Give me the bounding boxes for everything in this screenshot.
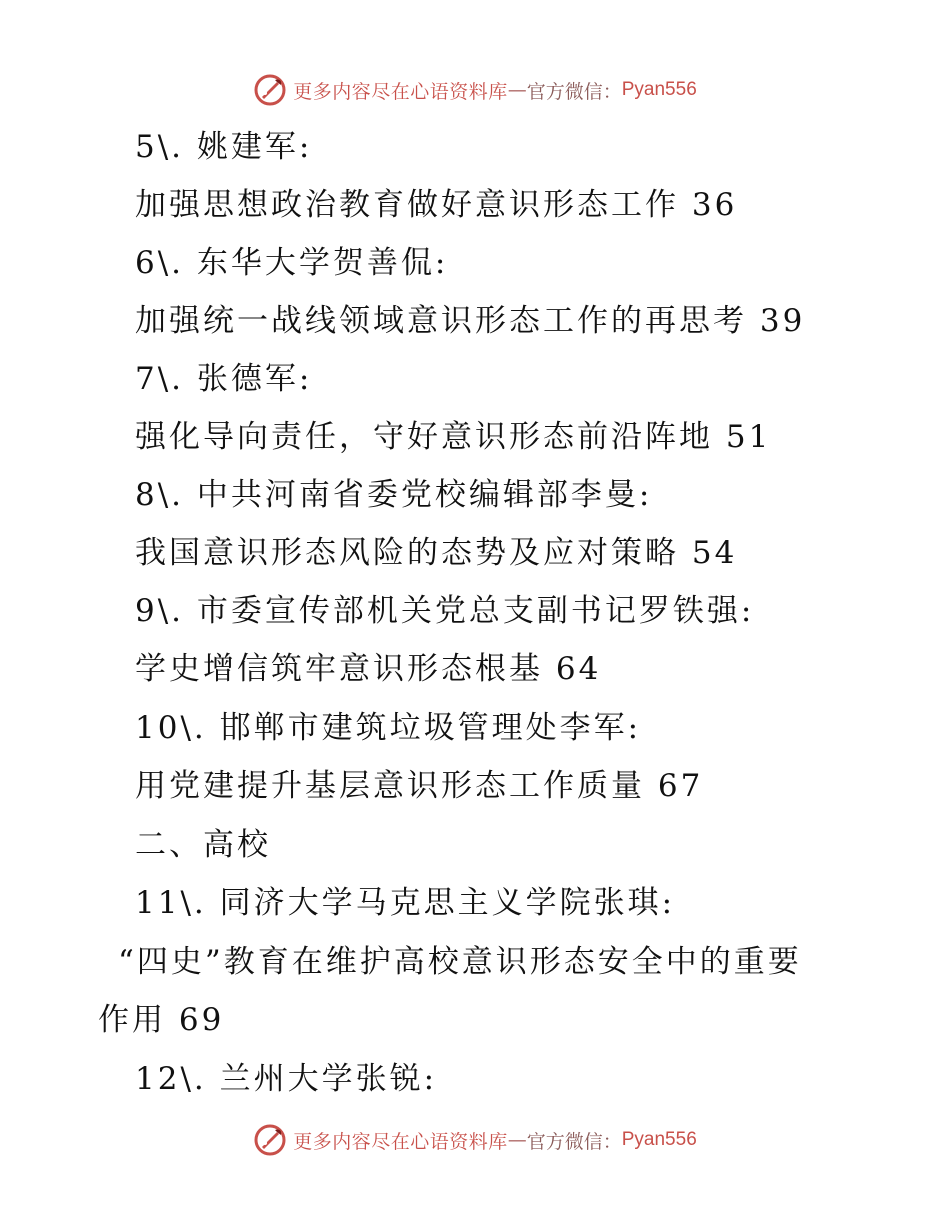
quill-logo-icon: [253, 1123, 287, 1157]
toc-entry-author: 9\. 市委宣传部机关党总支副书记罗铁强:: [135, 593, 755, 629]
watermark-account: Pyan556: [621, 79, 697, 100]
watermark-header: [0, 70, 950, 110]
toc-entry-title: “四史”教育在维护高校意识形态安全中的重要: [118, 944, 802, 980]
toc-entry-title: 加强统一战线领域意识形态工作的再思考 39: [135, 303, 806, 339]
toc-entry-author: 8\. 中共河南省委党校编辑部李曼:: [135, 477, 653, 513]
toc-entry-title-continued: 作用 69: [98, 1002, 225, 1038]
watermark-dash: —: [507, 1129, 527, 1151]
toc-entry-author: 6\. 东华大学贺善侃:: [135, 245, 449, 281]
toc-entry-title: 学史增信筑牢意识形态根基 64: [135, 651, 602, 687]
toc-entry-title: 加强思想政治教育做好意识形态工作 36: [135, 187, 738, 223]
quill-logo-icon: [253, 73, 287, 107]
watermark-site-name: 更多内容尽在心语资料库: [293, 80, 508, 103]
watermark-footer: [0, 1120, 950, 1160]
watermark-account: Pyan556: [621, 1129, 697, 1150]
toc-entry-title: 用党建提升基层意识形态工作质量 67: [135, 768, 704, 804]
toc-entry-author: 7\. 张德军:: [135, 361, 313, 397]
toc-entry-author: 5\. 姚建军:: [135, 129, 313, 165]
watermark-site-name: 更多内容尽在心语资料库: [293, 1130, 508, 1153]
watermark-label: 官方微信：: [526, 1130, 622, 1153]
toc-entry-author: 12\. 兰州大学张锐:: [135, 1061, 438, 1097]
watermark-label: 官方微信：: [526, 80, 622, 103]
toc-entry-author: 10\. 邯郸市建筑垃圾管理处李军:: [135, 710, 642, 746]
toc-entry-author: 11\. 同济大学马克思主义学院张琪:: [135, 885, 676, 921]
toc-entry-title: 强化导向责任，守好意识形态前沿阵地 51: [135, 419, 772, 455]
watermark-dash: —: [507, 79, 527, 101]
toc-section-heading: 二、高校: [135, 827, 271, 863]
toc-entry-title: 我国意识形态风险的态势及应对策略 54: [135, 535, 738, 571]
